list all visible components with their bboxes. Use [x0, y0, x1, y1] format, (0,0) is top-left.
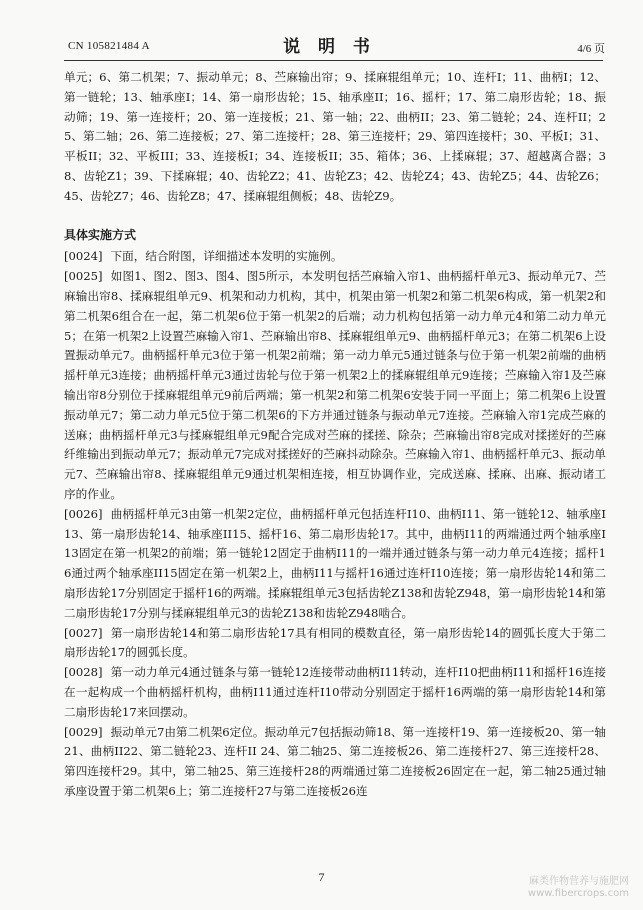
- paragraph-text: 第一动力单元4通过链条与第一链轮12连接带动曲柄I11转动，连杆I10把曲柄I11和摇杆16连接在一起构成一个曲柄摇杆机构，曲柄I11通过连杆I10带动分别固定于摇杆16两端的第一扇形齿轮14和第二扇形齿轮17来回摆动。: [64, 665, 606, 719]
- header-divider: [64, 60, 603, 61]
- page-number: 7: [318, 870, 325, 884]
- paragraph-number: [0028]: [64, 665, 103, 680]
- reference-list-paragraph: 单元；6、第二机架；7、振动单元；8、苎麻输出帘；9、揉麻辊组单元；10、连杆I；11、曲柄I；12、第一链轮；13、轴承座I；14、第一扇形齿轮；15、轴承座II；16、摇杆；17、第二扇形齿轮；18、振动筛；19、第一连接杆；20、第一连接板；21、第一轴；22、曲柄II；23、第二链轮；24、连杆II；25、第二轴；26、第二连接板；27、第二连接杆；28、第三连接杆；29、第四连接杆；30、平板I；31、平板II；32、平板III；33、连接板I；34、连接板II；35、箱体；36、上揉麻辊；37、超越离合器；38、齿轮Z1；39、下揉麻辊；40、齿轮Z2；41、齿轮Z3；42、齿轮Z4；43、齿轮Z5；44、齿轮Z6；45、齿轮Z7；46、齿轮Z8；47、揉麻辊组侧板；48、齿轮Z9。: [64, 70, 606, 203]
- watermark-site-name: 麻类作物营养与施肥网: [529, 876, 629, 887]
- paragraph-text: 如图1、图2、图3、图4、图5所示，本发明包括苎麻输入帘1、曲柄摇杆单元3、振动单元7、苎麻输出帘8、揉麻辊组单元9、机架和动力机构，其中，机架由第一机架2和第二机架6构成，第一机架2和第二机架6组合在一起，第二机架6位于第一机架2的后端；动力机构包括第一动力单元4和第二动力单元5；在第一机架2上设置苎麻输入帘1、苎麻输出帘8、揉麻辊组单元9、曲柄摇杆单元3；在第二机架6上设置振动单元7。曲柄摇杆单元3位于第一机架2前端；第一动力单元5通过链条与位于第一机架2前端的曲柄摇杆单元3连接；曲柄摇杆单元3通过齿轮与位于第一机架2上的揉麻辊组单元9连接；苎麻输入帘1及苎麻输出帘8分别位于揉麻辊组单元9前后两端；第一机架2和第二机架6安装于同一平面上；第二机架6上设置振动单元7；第二动力单元5位于第二机架6的下方并通过链条与振动单元7连接。苎麻输入帘1完成苎麻的送麻；曲柄摇杆单元3与揉麻辊组单元9配合完成对苎麻的揉搓、除杂；苎麻输出帘8完成对揉搓好的苎麻纤维输出到振动单元7；振动单元7完成对揉搓好的苎麻抖动除杂。苎麻输入帘1、曲柄摇杆单元3、振动单元7、苎麻输出帘8、揉麻辊组单元9通过机架相连接，相互协调作业，完成送麻、揉麻、出麻、振动诸工序的作业。: [64, 269, 606, 501]
- paragraph-number: [0024]: [64, 249, 103, 264]
- document-body: [64, 68, 606, 802]
- document-title: 说 明 书: [283, 37, 376, 57]
- paragraph-0025: [64, 267, 606, 505]
- page-indicator: 4/6 页: [577, 43, 605, 55]
- paragraph-0024: [64, 247, 606, 267]
- paragraph-number: [0027]: [64, 625, 103, 640]
- paragraph-text: 振动单元7由第二机架6定位。振动单元7包括振动筛18、第一连接杆19、第一连接板20、第一轴21、曲柄II22、第二链轮23、连杆II 24、第二轴25、第二连接板26、第二连接杆27、第三连接杆28、第四连接杆29。其中，第二轴25、第三连接杆28的两端通过第二连接板26固定在一起，第二轴25通过轴承座设置于第二机架6上；第二连接杆27与第二连接板26连: [64, 724, 606, 798]
- paragraph-text: 下面，结合附图，详细描述本发明的实施例。: [110, 249, 343, 264]
- section-heading: 具体实施方式: [64, 227, 137, 242]
- paragraph-0028: [64, 663, 606, 722]
- paragraph-text: 第一扇形齿轮14和第二扇形齿轮17具有相同的模数直径，第一扇形齿轮14的圆弧长度大于第二扇形齿轮17的圆弧长度。: [64, 625, 606, 660]
- paragraph-number: [0025]: [64, 269, 103, 284]
- paragraph-0029: [64, 723, 606, 802]
- page-header: [50, 30, 609, 58]
- paragraph-number: [0026]: [64, 506, 103, 521]
- site-watermark: [528, 876, 629, 900]
- patent-number: CN 105821484 A: [68, 40, 150, 52]
- paragraph-0026: [64, 505, 606, 624]
- watermark-url: www.fibercrops.com: [527, 888, 629, 899]
- paragraph-0027: [64, 624, 606, 664]
- paragraph-number: [0029]: [64, 724, 103, 739]
- paragraph-text: 曲柄摇杆单元3由第一机架2定位，曲柄摇杆单元包括连杆I10、曲柄I11、第一链轮12、轴承座I13、第一扇形齿轮14、轴承座II15、摇杆16、第二扇形齿轮17。其中，曲柄I11的两端通过两个轴承座I13固定在第一机架2的前端；第一链轮12固定于曲柄I11的一端并通过链条与第一动力单元4连接；摇杆16通过两个轴承座II15固定在第一机架2上，曲柄I11与摇杆16通过连杆I10连接；第一扇形齿轮14和第二扇形齿轮17分别固定于摇杆16的两端。揉麻辊组单元3包括齿轮Z138和齿轮Z948，第一扇形齿轮14和第二扇形齿轮17分别与揉麻辊组单元3的齿轮Z138和齿轮Z948啮合。: [64, 506, 606, 620]
